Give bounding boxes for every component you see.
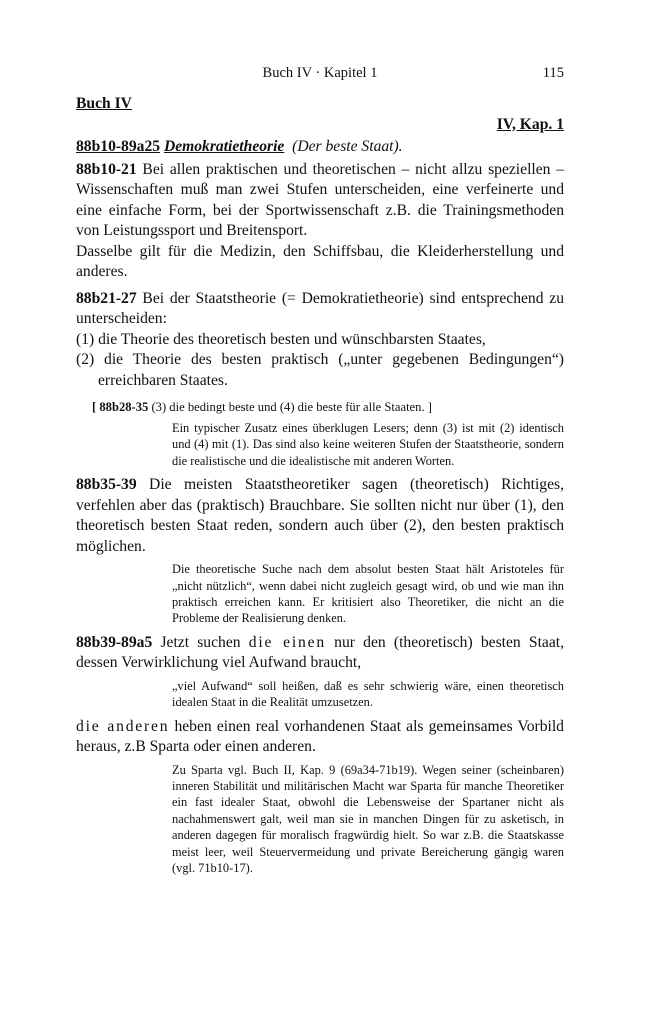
bracket-ref: 88b28-35 (99, 400, 149, 414)
running-head (76, 64, 564, 82)
bracket-open: [ (92, 400, 100, 414)
list-item-2: (2) die Theorie des besten praktisch („unter gegebenen Bedingungen“) erreichbaren Staates. (76, 351, 564, 389)
page-number: 115 (542, 65, 564, 81)
paragraph-88b21 (76, 289, 564, 330)
section-subtitle: (Der beste Staat). (292, 138, 403, 155)
paragraph-text: Bei der Staatstheorie (= Demokratietheorie) sind entsprechend zu unterscheiden: (76, 289, 564, 327)
chapter-heading: IV, Kap. 1 (496, 115, 564, 133)
bracketed-interpolation (92, 399, 564, 416)
spaced-emphasis: die einen (248, 633, 326, 651)
paragraph-88b35 (76, 475, 564, 557)
commentary-note: Die theoretische Suche nach dem absolut besten Staat hält Aristoteles für „nicht nützlich“, wenn dabei nicht zugleich gesagt wird, ob und wie man ihn praktisch erreichen kann. Er kritisiert also Theoretiker, die nicht an die Probleme der Realisierung denken. (172, 562, 564, 626)
paragraph-ref: 88b39-89a5 (76, 633, 153, 651)
page-content (76, 94, 564, 883)
list-item-1: (1) die Theorie des theoretisch besten und wünschbarsten Staates, (76, 330, 486, 348)
paragraph-88b10 (76, 160, 564, 242)
commentary-note: „viel Aufwand“ soll heißen, daß es sehr schwierig wäre, einen theoretisch idealen Staat in die Realität umzusetzen. (172, 678, 564, 710)
paragraph-die-anderen (76, 717, 564, 758)
section-ref: 88b10-89a25 (76, 138, 161, 155)
running-head-title: Buch IV · Kapitel 1 (262, 65, 378, 81)
paragraph-text: nur den (theoretisch) besten Staat, dessen Verwirklichung viel Aufwand braucht, (76, 633, 564, 672)
commentary-note: Zu Sparta vgl. Buch II, Kap. 9 (69a34-71b19). Wegen seiner (scheinbaren) inneren Stabilität und militärischen Macht war Sparta für manche Theoretiker ein fast idealer Staat, obwohl die Lebensweise der Spartaner nicht als nachahmenswert galt, weil man sie in manchen Dingen für zu asketisch, in anderen dagegen für moralisch fragwürdig hielt. So war z.B. die Staatskasse meist leer, weil Steuervermeidung und private Bereicherung gängig waren (vgl. 71b10-17). (172, 762, 564, 876)
bracket-text: (3) die bedingt beste und (4) die beste für alle Staaten. ] (148, 400, 432, 414)
section-topic: Demokratietheorie (163, 138, 285, 155)
paragraph-88b39 (76, 633, 564, 674)
book-heading: Buch IV (76, 95, 132, 112)
paragraph-ref: 88b10-21 (76, 160, 137, 178)
paragraph-text: Bei allen praktischen und theoretischen – nicht allzu speziellen – Wissenschaften muß man zwei Stufen unterscheiden, eine verfeinerte und eine einfache Form, bei der Sportwissenschaft z.B. die Trainingsmethoden von Leistungssport und Breitensport. (76, 160, 564, 239)
paragraph-ref: 88b35-39 (76, 476, 137, 494)
paragraph-text: Die meisten Staatstheoretiker sagen (theoretisch) Richtiges, verfehlen aber das (praktisch) Brauchbare. Sie sollten nicht nur über (1), den theoretisch besten Staat reden, sondern auch über (2), den besten praktisch möglichen. (76, 476, 564, 555)
paragraph-text: Jetzt suchen (152, 633, 249, 651)
paragraph-ref: 88b21-27 (76, 289, 137, 307)
paragraph-text: heben einen real vorhandenen Staat als gemeinsames Vorbild heraus, z.B Sparta oder einen anderen. (76, 717, 564, 756)
commentary-note: Ein typischer Zusatz eines überklugen Lesers; denn (3) ist mit (2) identisch und (4) mit (1). Das sind also keine weiteren Stufen der Staatstheorie, sondern die realistische und die idealistische mit anderen Worten. (172, 421, 564, 468)
paragraph-continuation: Dasselbe gilt für die Medizin, den Schiffsbau, die Kleiderherstellung und anderes. (76, 242, 564, 280)
spaced-emphasis: die anderen (76, 717, 170, 735)
section-heading (76, 137, 564, 158)
